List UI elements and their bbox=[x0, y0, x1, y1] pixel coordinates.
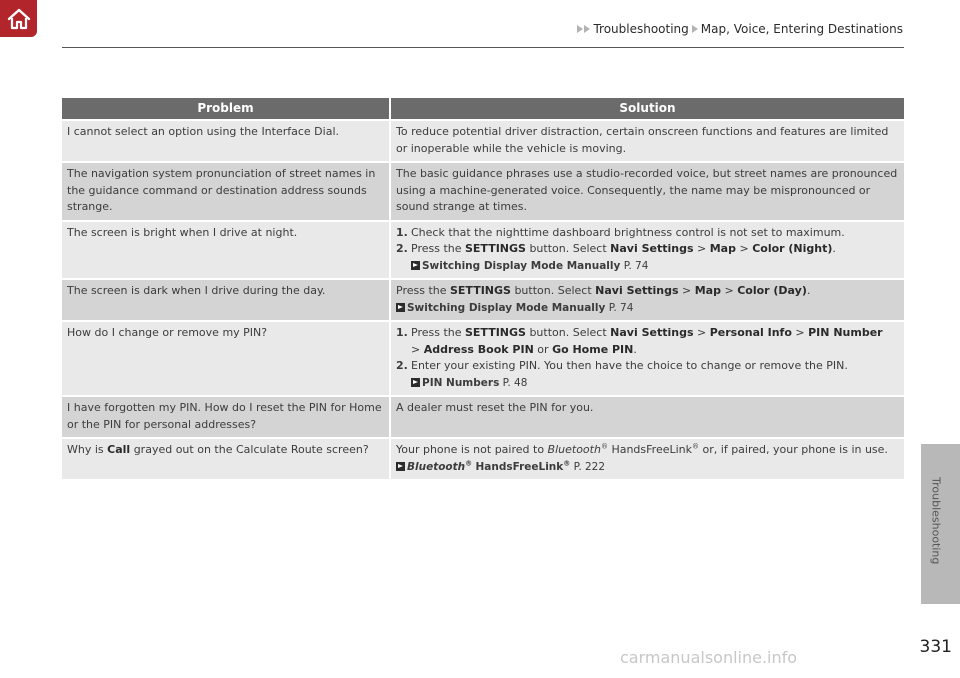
chapter-tab-label: Troubleshooting bbox=[929, 477, 943, 565]
cross-reference-title: PIN Numbers bbox=[422, 376, 500, 389]
table-row bbox=[62, 222, 904, 279]
cross-reference-page: P. 74 bbox=[608, 301, 634, 314]
solution-cell: A dealer must reset the PIN for you. bbox=[391, 397, 904, 437]
header-divider bbox=[62, 47, 904, 48]
step-text-part: Press the bbox=[396, 284, 447, 297]
registered-mark: ® bbox=[600, 442, 608, 451]
problem-cell bbox=[62, 439, 391, 479]
troubleshooting-table bbox=[62, 96, 904, 481]
cross-reference-page: P. 222 bbox=[573, 460, 606, 473]
cross-reference-link[interactable] bbox=[396, 300, 900, 317]
solution-cell bbox=[391, 322, 904, 395]
problem-text-part: grayed out on the Calculate Route screen? bbox=[133, 443, 369, 456]
solution-step bbox=[396, 325, 900, 358]
step-text: Enter your existing PIN. You then have the choice to change or remove the PIN. bbox=[411, 359, 848, 372]
solution-step bbox=[396, 358, 900, 375]
page-number: 331 bbox=[919, 637, 952, 657]
solution-cell bbox=[391, 439, 904, 479]
step-text-part: Press the bbox=[411, 242, 462, 255]
step-number: 2. bbox=[396, 359, 408, 372]
cross-reference-title: Switching Display Mode Manually bbox=[407, 301, 606, 314]
table-row bbox=[62, 280, 904, 320]
menu-item-label: Address Book PIN bbox=[423, 342, 534, 356]
solution-text: Press the SETTINGS button. Select Navi Settings > Map > Color (Day). bbox=[396, 284, 811, 297]
menu-item-label: Navi Settings bbox=[610, 242, 694, 255]
menu-item-label: Navi Settings bbox=[610, 326, 694, 339]
cross-reference-link[interactable] bbox=[396, 375, 900, 392]
solution-text-part: Your phone is not paired to bbox=[396, 443, 545, 456]
problem-cell: The navigation system pronunciation of street names in the guidance command or destination address sounds strange. bbox=[62, 163, 391, 220]
breadcrumb-section[interactable]: Troubleshooting bbox=[593, 22, 689, 36]
step-text: Press the SETTINGS button. Select Navi Settings > Personal Info > PIN Number > Address Book PIN or Go Home PIN. bbox=[411, 326, 883, 356]
solution-text bbox=[396, 442, 900, 459]
table-row bbox=[62, 439, 904, 479]
settings-button-label: SETTINGS bbox=[450, 284, 511, 297]
cross-reference-page: P. 48 bbox=[502, 376, 528, 389]
cross-reference-icon bbox=[411, 261, 420, 270]
cross-reference-icon bbox=[411, 378, 420, 387]
table-row bbox=[62, 397, 904, 437]
step-number: 1. bbox=[396, 326, 408, 339]
call-button-label: Call bbox=[107, 443, 131, 456]
table-row bbox=[62, 121, 904, 161]
registered-mark: ® bbox=[465, 459, 473, 467]
problem-cell: The screen is bright when I drive at night. bbox=[62, 222, 391, 279]
table-row bbox=[62, 163, 904, 220]
cross-reference-title: Switching Display Mode Manually bbox=[422, 259, 621, 272]
home-button[interactable] bbox=[0, 0, 37, 37]
cross-reference-icon bbox=[396, 303, 405, 312]
problem-cell: How do I change or remove my PIN? bbox=[62, 322, 391, 395]
solution-cell: The basic guidance phrases use a studio-recorded voice, but street names are pronounced using a machine-generated voice. Consequently, the name may be mispronounced or sound strange at times. bbox=[391, 163, 904, 220]
home-icon bbox=[6, 7, 32, 31]
breadcrumb bbox=[580, 22, 903, 36]
breadcrumb-arrow-icon bbox=[584, 25, 590, 33]
solution-cell: To reduce potential driver distraction, certain onscreen functions and features are limited or inoperable while the vehicle is moving. bbox=[391, 121, 904, 161]
problem-cell: The screen is dark when I drive during the day. bbox=[62, 280, 391, 320]
menu-item-label: Personal Info bbox=[709, 326, 792, 339]
menu-item-label: Map bbox=[709, 242, 736, 255]
bluetooth-term: Bluetooth bbox=[547, 443, 601, 456]
handsfreelink-term: HandsFreeLink bbox=[611, 443, 693, 456]
step-number: 2. bbox=[396, 242, 408, 255]
table-row bbox=[62, 322, 904, 395]
menu-item-label: Navi Settings bbox=[595, 284, 679, 297]
menu-item-label: Color (Night) bbox=[752, 242, 833, 255]
cross-reference-link[interactable] bbox=[396, 459, 900, 476]
menu-item-label: Go Home PIN bbox=[552, 342, 634, 356]
registered-mark: ® bbox=[563, 459, 571, 467]
cross-reference-link[interactable] bbox=[396, 258, 900, 275]
cross-reference-title: Bluetooth bbox=[407, 460, 466, 473]
step-text-part: or bbox=[537, 342, 549, 356]
breadcrumb-arrow-icon bbox=[577, 25, 583, 33]
cross-reference-title: HandsFreeLink bbox=[475, 460, 564, 473]
problem-column-header: Problem bbox=[62, 98, 391, 119]
solution-step bbox=[396, 225, 900, 242]
problem-text-part: Why is bbox=[67, 443, 104, 456]
problem-cell: I have forgotten my PIN. How do I reset the PIN for Home or the PIN for personal addresses? bbox=[62, 397, 391, 437]
menu-item-label: Map bbox=[694, 284, 721, 297]
solution-step bbox=[396, 241, 900, 258]
settings-button-label: SETTINGS bbox=[465, 242, 526, 255]
menu-item-label: PIN Number bbox=[808, 326, 883, 339]
step-text-part: button. Select bbox=[529, 326, 607, 339]
problem-cell: I cannot select an option using the Interface Dial. bbox=[62, 121, 391, 161]
step-text-part: Press the bbox=[411, 326, 462, 339]
step-text-part: button. Select bbox=[529, 242, 607, 255]
step-text: Check that the nighttime dashboard brightness control is not set to maximum. bbox=[411, 225, 845, 239]
cross-reference-icon bbox=[396, 462, 405, 471]
solution-cell bbox=[391, 222, 904, 279]
watermark-text: carmanualsonline.info bbox=[620, 648, 798, 667]
table-header-row bbox=[62, 98, 904, 119]
step-text-part: button. Select bbox=[514, 284, 592, 297]
menu-item-label: Color (Day) bbox=[737, 284, 807, 297]
solution-text-part: or, if paired, your phone is in use. bbox=[702, 443, 888, 456]
solution-column-header: Solution bbox=[391, 98, 904, 119]
settings-button-label: SETTINGS bbox=[465, 326, 526, 339]
solution-cell bbox=[391, 280, 904, 320]
registered-mark: ® bbox=[692, 442, 700, 451]
step-text: Press the SETTINGS button. Select Navi Settings > Map > Color (Night). bbox=[411, 242, 836, 255]
step-number: 1. bbox=[396, 225, 408, 239]
breadcrumb-separator-icon bbox=[692, 25, 698, 33]
breadcrumb-page[interactable]: Map, Voice, Entering Destinations bbox=[700, 22, 903, 36]
cross-reference-page: P. 74 bbox=[623, 259, 649, 272]
